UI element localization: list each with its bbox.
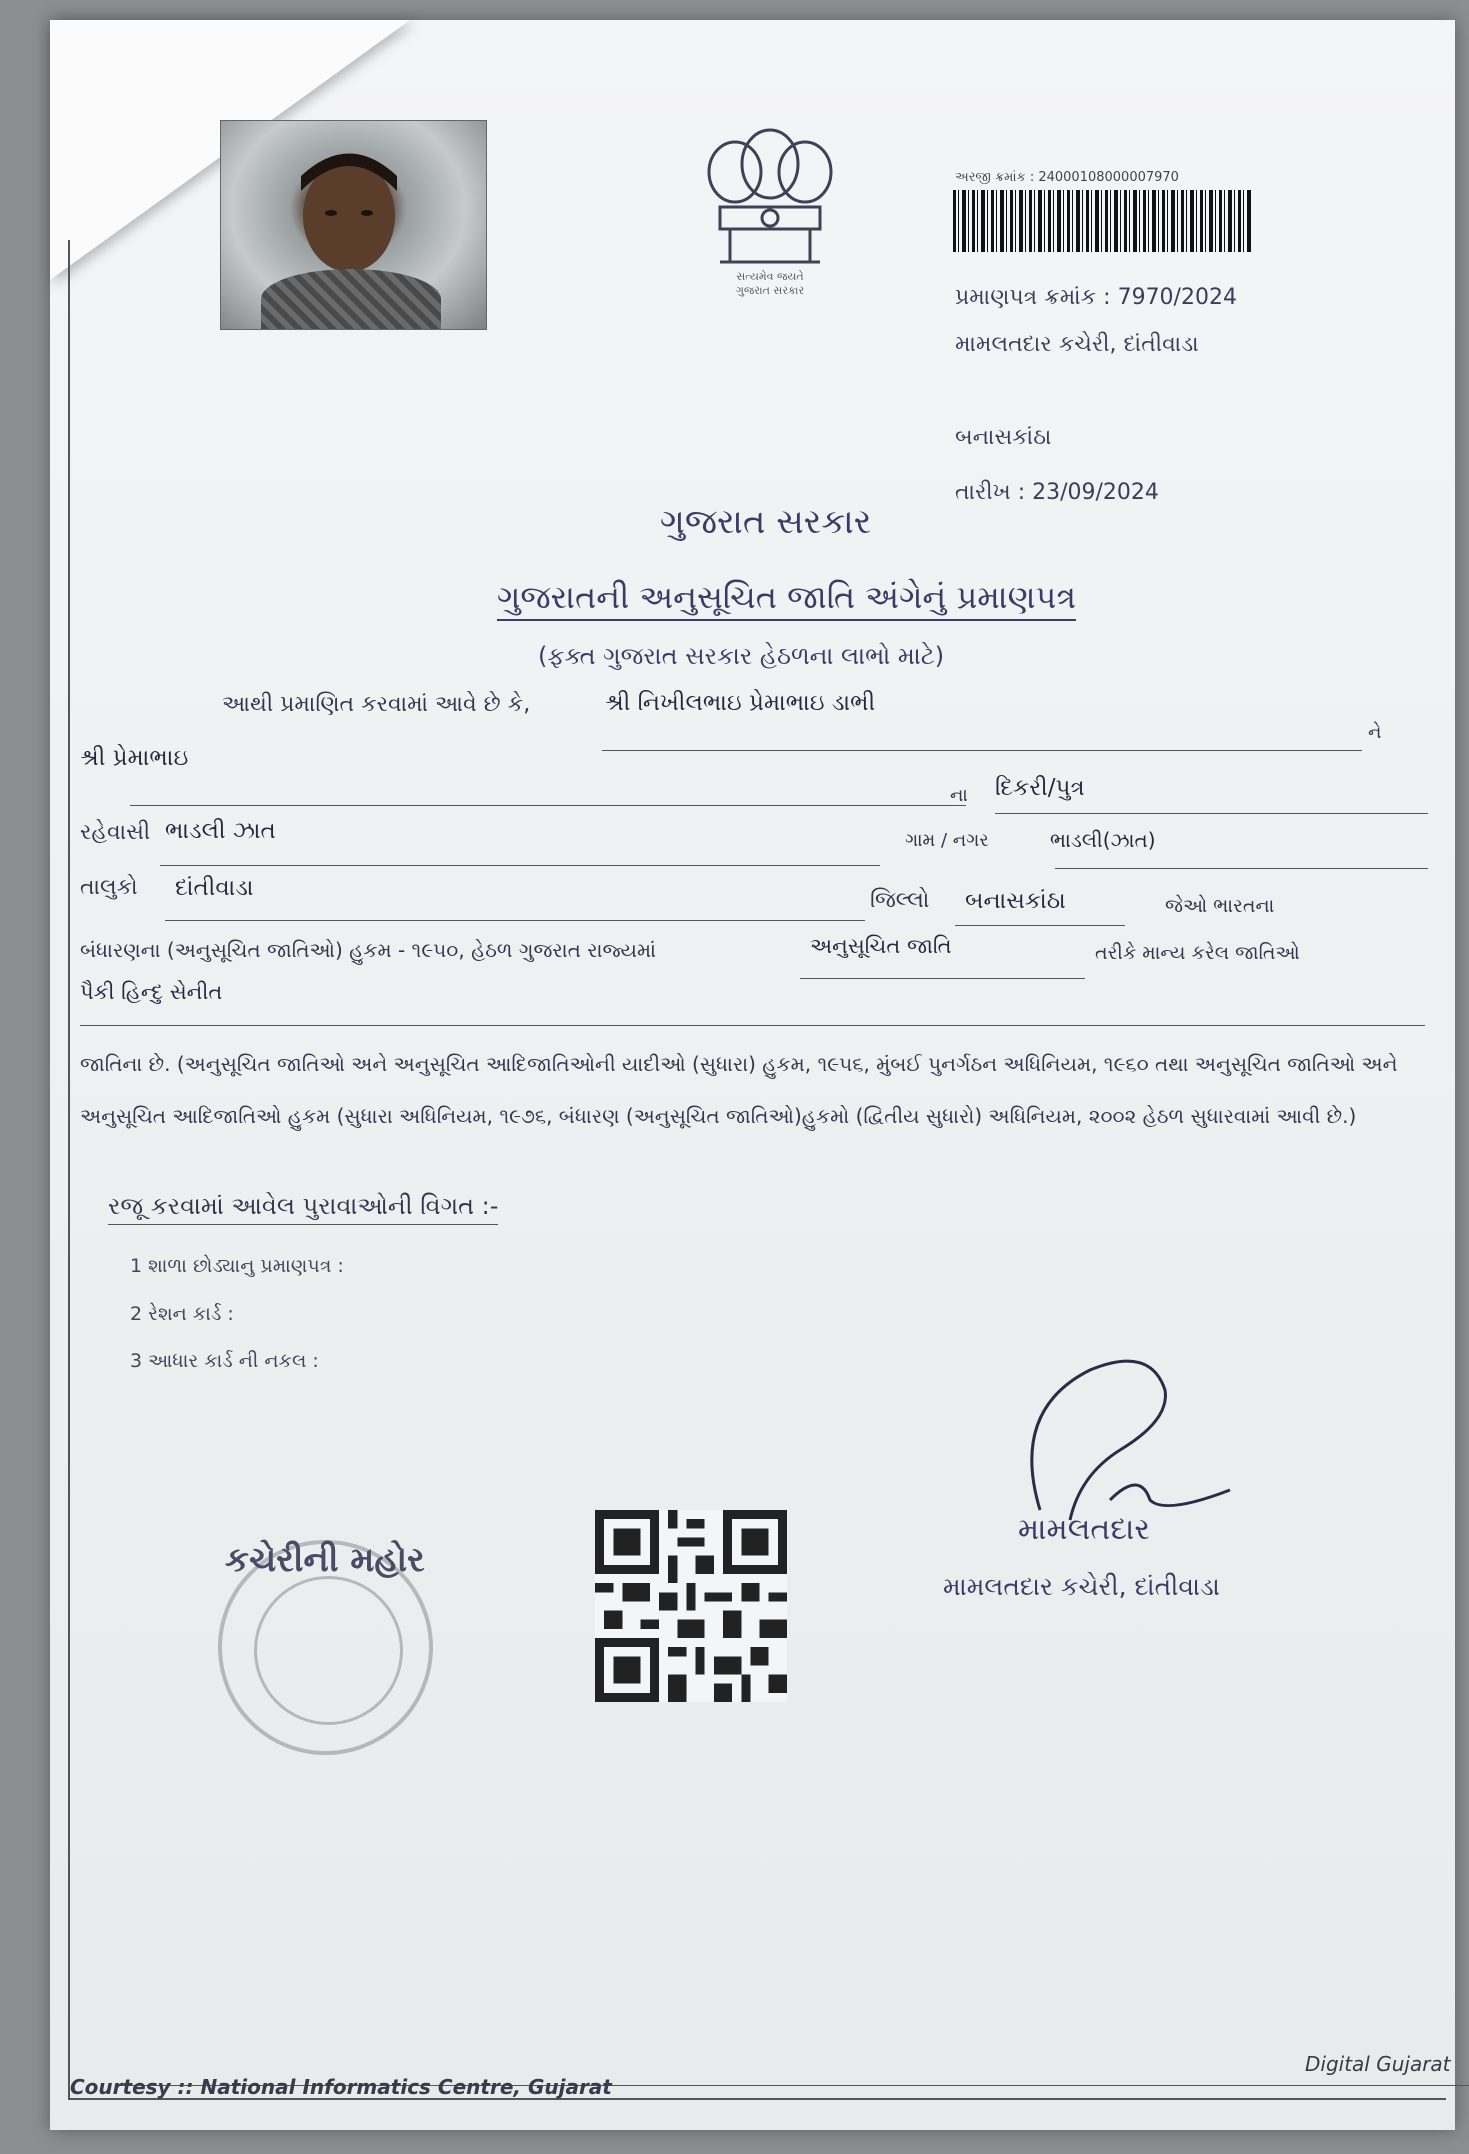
certificate-number: પ્રમાણપત્ર ક્રમાંક : 7970/2024 — [955, 285, 1237, 310]
certificate-subtitle: (ફક્ત ગુજરાત સરકાર હેઠળના લાભો માટે) — [538, 642, 945, 670]
parent-name: શ્રી પ્રેમાભાઇ — [80, 745, 189, 771]
caste-value: પૈકી હિન્દુ સેનીત — [80, 980, 223, 1004]
na-label: ના — [950, 785, 968, 806]
emblem-motto: સત્યમેવ જયતે — [736, 270, 804, 283]
issuing-district: બનાસકાંઠા — [955, 425, 1052, 450]
shirt — [261, 269, 441, 329]
applicant-photo — [220, 120, 487, 330]
signatory-title: મામલતદાર — [1018, 1512, 1150, 1547]
recognised-tail: તરીકે માન્ય કરેલ જાતિઓ — [1095, 942, 1300, 964]
applicant-name: શ્રી નિખીલભાઇ પ્રેમાભાઇ ડાભી — [605, 690, 876, 716]
emblem-govt: ગુજરાત સરકાર — [735, 284, 805, 297]
category-underline — [800, 978, 1085, 979]
documents-heading: રજૂ કરવામાં આવેલ પુરાવાઓની વિગત :- — [108, 1192, 498, 1225]
ne-label: ને — [1368, 722, 1382, 743]
taluka-label: તાલુકો — [80, 875, 138, 900]
taluka-value: દાંતીવાડા — [175, 875, 254, 901]
name-underline — [602, 750, 1362, 751]
document-item: 1 શાળા છોડ્યાનુ પ્રમાણપત્ર : — [130, 1255, 344, 1277]
district-underline — [955, 925, 1125, 926]
certificate-paper — [50, 20, 1455, 2130]
parent-underline — [130, 805, 966, 806]
issue-date: તારીખ : 23/09/2024 — [955, 480, 1159, 505]
resident-label: રહેવાસી — [80, 820, 151, 845]
order-text: બંધારણના (અનુસૂચિત જાતિઓ) હુકમ - ૧૯૫૦, હેઠળ ગુજરાત રાજ્યમાં — [80, 938, 656, 962]
district-value: બનાસકાંઠા — [965, 888, 1066, 914]
category-value: અનુસૂચિત જાતિ — [810, 934, 952, 958]
village-value: ભાડલી(ઝાત) — [1050, 828, 1156, 852]
resident-underline — [160, 865, 880, 866]
taluka-underline — [165, 920, 865, 921]
relation-underline — [995, 813, 1428, 814]
certificate-title: ગુજરાતની અનુસૂચિત જાતિ અંગેનું પ્રમાણપત્ર — [497, 578, 1076, 621]
legal-paragraph: જાતિના છે. (અનુસૂચિત જાતિઓ અને અનુસૂચિત આદિજાતિઓની યાદીઓ (સુધારા) હુકમ, ૧૯૫૬, મુંબઈ પુનર્ગઠન અધિનિયમ, ૧૯૬૦ તથા અનુસૂચિત જાતિઓ અને અનુસૂચિત આદિજાતિઓ હુકમ (સુધારા અધિનિયમ, ૧૯૭૬, બંધારણ (અનુસૂચિત જાતિઓ)હુકમો (દ્વિતીય સુધારો) અધિનિયમ, ૨૦૦૨ હેઠળ સુધારવામાં આવી છે.) — [80, 1052, 1398, 1128]
state-tail: જેઓ ભારતના — [1165, 895, 1275, 917]
application-number: અરજી ક્રમાંક : 24000108000007970 — [955, 170, 1179, 185]
relation: દિકરી/પુત્ર — [995, 775, 1085, 801]
caste-underline — [80, 1025, 1425, 1026]
document-item: 2 રેશન કાર્ડ : — [130, 1303, 234, 1325]
issuing-office: મામલતદાર કચેરી, દાંતીવાડા — [955, 332, 1199, 357]
village-underline — [1055, 868, 1428, 869]
district-label: જિલ્લો — [870, 888, 930, 913]
emblem-caption — [670, 270, 870, 298]
village-label: ગામ / નગર — [905, 830, 989, 851]
footer-brand: Digital Gujarat — [1305, 2052, 1451, 2076]
intro-text: આથી પ્રમાણિત કરવામાં આવે છે કે, — [222, 692, 531, 717]
resident-value: ભાડલી ઝાત — [165, 818, 276, 844]
qr-code-icon — [595, 1510, 787, 1702]
seal-text: કચેરીની મહોર — [225, 1540, 425, 1580]
document-item: 3 આધાર કાર્ડ ની નકલ : — [130, 1350, 319, 1372]
signatory-office: મામલતદાર કચેરી, દાંતીવાડા — [943, 1572, 1220, 1601]
footer-courtesy: Courtesy :: National Informatics Centre, Gujarat — [70, 2075, 612, 2099]
barcode — [953, 190, 1253, 252]
government-title: ગુજરાત સરકાર — [660, 502, 872, 542]
